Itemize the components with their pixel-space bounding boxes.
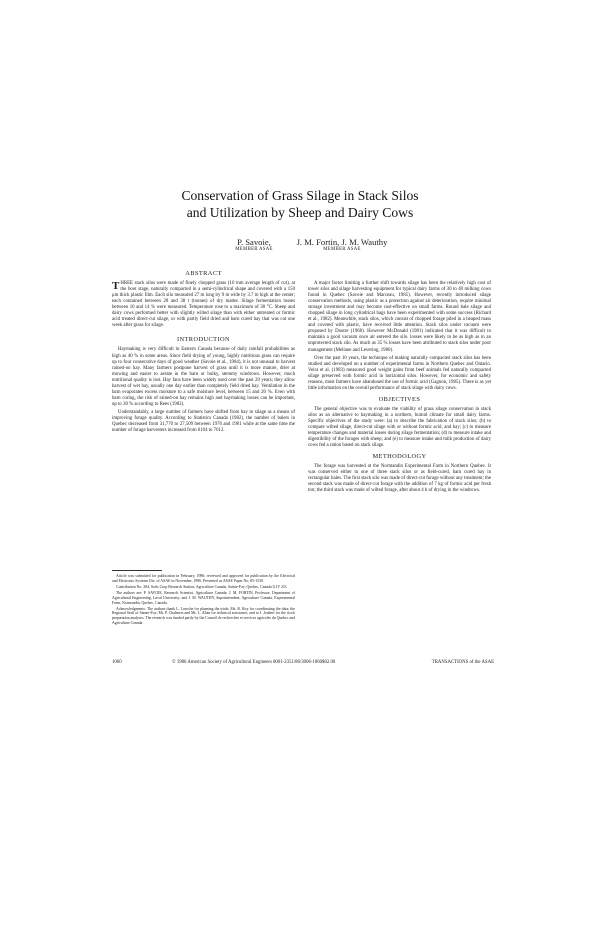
objectives-heading: OBJECTIVES [378, 395, 421, 403]
author-role: MEMBER ASAE [235, 247, 273, 252]
author-name: P. Savoie, [237, 237, 271, 247]
paper-title [0, 187, 600, 221]
intro-paragraph-1: Haymaking is very difficult in Eastern Canada because of daily rainfall probabilities as high as 40 % in some areas. Since field drying of young, highly nutritious grass can require up to four consecutive days of good weather (Savoie et al., 1984), it is not unusual to harvest rained-on hay. Many farmers postpone harvest of grass until it is more mature, drier at mowing and easier to aerate in the barn or bulky, stemmy windrows. However, much nutritional quality is lost. Hay fans have been widely used over the past 20 years; they allow harvest of wet hay, usually one day earlier than completely field dried hay. Ventilation in the barn evaporates excess moisture to a safe moisture level, between 15 and 20 %. Even with barn curing, the risk of rained-on hay remains high and haymaking losses can be important, up to 30 % according to Rees (1982). [112, 347, 295, 407]
right-paragraph-1: A major factor limiting a further shift towards silage has been the relatively high cost of tower silos and silage harvesting equipment for typical dairy farms of 30 to 40 milking cows found in Quebec (Savoie and Marceau, 1985). However, recently introduced silage conservation methods, using plastic as a protection against air deterioration, require minimal storage investment and may become cost-effective on small farms. Round bale silage and chopped silage in long cylindrical bags have been experimented with some success (Richard et al., 1982). Meanwhile, stack silos, which consist of chopped forage piled in a heaped mass and covered with plastic, have received little attention. Stack silos under vacuum were proposed by Doutre (1968). However McDonald (1981) indicated that it was difficult to maintain a good vacuum once air entered the silo. losses were likely to be as high as in an unprotected stack silo. As much as 35 % losses have been attributed to stack silos under poor management (Mellane and Levering, 1980). [308, 281, 491, 353]
footnote: Acknowledgments: The authors thank L. Laroche for planning the trials; Ms. R. Roy for coordinating the data; the Regional Staff of Sainte-Foy; Mr. P. Chalmers and Mr. L. Allan for technical assistance; and to J. Joubert for the stock preparation analyses. The research was funded partly by the Conseil de recherches et services agricoles du Quebec and Agriculture Canada. [112, 606, 295, 626]
methodology-heading: METHODOLOGY [372, 453, 427, 461]
right-column [308, 281, 491, 495]
abstract-dropcap: T [112, 280, 120, 293]
author-fortin-wauthy [286, 237, 398, 252]
page-number: 1060 [112, 660, 122, 665]
journal-name: TRANSACTIONS of the ASAE [431, 660, 494, 665]
left-column [112, 266, 295, 434]
intro-paragraph-2: Understandably, a large number of farmers have shifted from hay to silage as a means of improving forage quality. According to Statistics Canada (1982), the number of balers in Quebec decreased from 31,770 to 27,509 between 1976 and 1981 while at the same time the number of forage harvesters increased from 6104 to 7612. [112, 409, 295, 434]
copyright-line: © 1986 American Society of Agricultural Engineers 0001-2351/86/3006-1060$02.00 [172, 660, 336, 665]
title-line-2: and Utilization by Sheep and Dairy Cows [186, 205, 414, 220]
abstract-text [112, 281, 295, 329]
footnote: Contribution No. 284, Soils Crop Research Station, Agriculture Canada, Sainte-Foy, Quebec, Canada G1V 2J3. [116, 584, 288, 589]
title-line-1: Conservation of Grass Silage in Stack Silos [181, 188, 419, 203]
introduction-heading: INTRODUCTION [176, 336, 231, 344]
author-role: MEMBER ASAE [323, 247, 361, 252]
footnotes [112, 574, 295, 627]
objectives-text: The general objective was to evaluate the viability of grass silage conservation in stack silos as an alternative to haymaking in a northern, humid climate for small dairy farms. Specific objectives of the study were: (a) to describe the fabrication of stack silos; (b) to compare wilted silage, direct-cut silage with or without formic acid, and hay; (c) to measure temperature changes and material losses during silage fermentation; (d) to measure intake and digestibility of the forages with sheep; and (e) to measure intake and milk production of dairy cows fed a ration based on stack silage. [308, 406, 491, 449]
footnote: The authors are: P. SAVOIE, Research Scientist, Agriculture Canada; J. M. FORTIN, Professor, Department of Agricultural Engineering, Laval University; and J. M. WAUTHY, Superintendent, Agriculture Canada, Experimental Farm, Normandin, Quebec, Canada. [112, 590, 295, 605]
abstract-heading: ABSTRACT [185, 270, 222, 277]
author-savoie [228, 237, 280, 252]
footnote-rule [112, 570, 162, 571]
author-name: J. M. Fortin, J. M. Wauthy [296, 237, 388, 247]
methodology-text: The forage was harvested at the Normandin Experimental Farm in Northern Quebec. It was conserved either in one of three stack silos or as field-cured, barn cured hay in rectangular bales. The first stack silo was made of direct-cut forage without any treatment; the second stack was made of direct-cut forage with the addition of 7 kg of formic acid per fresh ton; the third stack was made of wilted forage, after about 4 h of drying in the windrows. [308, 464, 491, 494]
abstract-body: HREE stack silos were made of finely chopped grass (10 mm average length of cut), at the boot stage, naturally compacted in a semi-cylindrical shape and covered with a 150 μm thick plastic film. Each silo measured 27 m long by 9 m wide by 3.7 m high at the center; each contained between 28 and 38 t (tonnes) of dry matter. Silage fermentation losses between 10 and 14 % were measured. Temperature rose to a maximum of 38 °C. Sheep and dairy cows performed better with slightly wilted silage than with either untreated or formic acid treated direct-cut silage, or with partly field dried and barn cured hay that was cut one week after grass for silage. [112, 281, 295, 329]
footnote: Article was submitted for publication in February, 1986; reviewed and approved for publication by the Electrical and Electronic Systems Div. of ASAE in November, 1986. Presented as ASAE Paper No. 85-1530. [112, 574, 295, 583]
right-paragraph-2: Over the past 10 years, the technique of making naturally compacted stack silos has been studied and developed on a number of experimental farms in Northern Quebec and Ontario. Veira et al. (1983) measured good weight gains from beef animals fed naturally compacted silage preserved with formic acid in horizontal silos. However, for economic and safety reasons, most farmers have abandoned the use of formic acid (Gagnon, 1985). There is as yet little information on the overall performance of stack silage with dairy cows. [308, 355, 491, 391]
